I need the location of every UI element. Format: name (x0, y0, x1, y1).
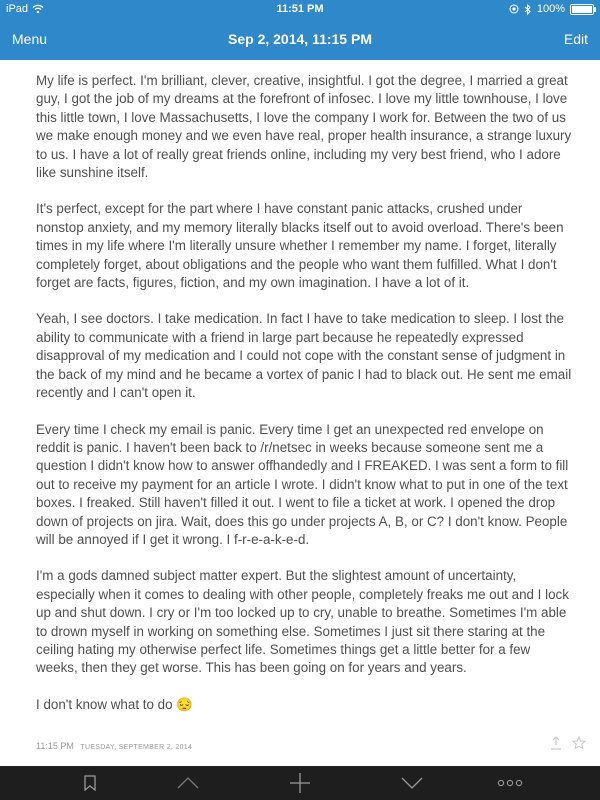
status-bar (0, 0, 600, 20)
status-time: 11:51 PM (276, 3, 324, 15)
bookmark-button[interactable] (60, 766, 120, 800)
entry-paragraph: Yeah, I see doctors. I take medication. In fact I have to take medication to sleep. I lost the ability to communicate with a friend in large part because he repeatedly expressed disapproval of my medication and I could not cope with the constant sense of judgment in the back of my mind and he became a vortex of panic I had to black out. He sent me email recently and I can't open it. (36, 311, 572, 401)
status-right (509, 3, 594, 15)
more-options-button[interactable] (480, 766, 540, 800)
battery-icon (570, 4, 594, 15)
more-icon (497, 779, 523, 787)
device-name: iPad (6, 3, 29, 15)
bottom-toolbar (0, 766, 600, 800)
upload-icon[interactable] (550, 736, 562, 750)
entry-actions (550, 736, 586, 750)
entry-paragraph: I don't know what to do 😔 (36, 696, 193, 712)
entry-metadata (36, 741, 192, 751)
add-entry-button[interactable] (270, 766, 330, 800)
entry-date: TUESDAY, SEPTEMBER 2, 2014 (80, 744, 193, 751)
chevron-down-icon (401, 777, 423, 789)
bluetooth-icon (524, 4, 532, 15)
top-bar (0, 0, 600, 60)
chevron-up-icon (177, 777, 199, 789)
plus-icon (290, 773, 310, 793)
navigation-bar (0, 20, 600, 60)
previous-entry-button[interactable] (158, 766, 218, 800)
entry-paragraph: Every time I check my email is panic. Every time I get an unexpected red envelope on reddit is panic. I haven't been back to /r/netsec in weeks because someone sent me a question I didn't know how to answer offhandedly and I FREAKED. I was sent a form to fill out to receive my payment for an article I wrote. I didn't know what to put in one of the text boxes. I freaked. Still haven't filled it out. I went to file a ticket at work. I opened the drop down of projects on jira. Wait, does this go under projects A, B, or C? I don't know. People will be annoyed if I get it wrong. I f-r-e-a-k-e-d. (36, 421, 569, 547)
battery-percent: 100% (536, 3, 565, 15)
edit-button[interactable]: Edit (563, 31, 588, 47)
entry-paragraph: My life is perfect. I'm brilliant, clever, creative, insightful. I got the degree, I married a great guy, I got the job of my dreams at the forefront of infosec. I love my little townhouse, I love this little town, I love Massachusetts, I love the company I work for. Between the two of us we make enough money and we even have real, proper health insurance, a strange luxury to us. I have a lot of really great friends online, including my very best friend, who I adore like sunshine itself. (36, 73, 572, 181)
journal-entry-body (36, 72, 572, 732)
battery-level-fill (572, 6, 592, 13)
location-icon (509, 4, 519, 14)
entry-paragraph: It's perfect, except for the part where I have constant panic attacks, crushed under nonstop anxiety, and my memory literally blacks itself out to avoid overload. There's been times in my life where I'm literally unsure whether I remember my name. I forget, literally completely forget, about obligations and the people who want them fulfilled. What I don't forget are facts, figures, fiction, and my own imagination. I have a lot of it. (36, 201, 564, 291)
menu-button[interactable]: Menu (12, 31, 48, 47)
bookmark-icon (84, 775, 96, 791)
next-entry-button[interactable] (382, 766, 442, 800)
entry-date-title: Sep 2, 2014, 11:15 PM (228, 31, 372, 47)
entry-paragraph: I'm a gods damned subject matter expert. But the slightest amount of uncertainty, especially when it comes to dealing with other people, completely freaks me out and I lock up and shut down. I cry or I'm too locked up to cry, unable to breathe. Sometimes I'm able to drown myself in working on something else. Sometimes I just sit there staring at the ceiling hating my otherwise perfect life. Sometimes things get a little better for a few weeks, then they get worse. This has been going on for years and years. (36, 568, 569, 676)
star-icon[interactable] (572, 736, 586, 750)
entry-time: 11:15 PM (36, 741, 74, 751)
